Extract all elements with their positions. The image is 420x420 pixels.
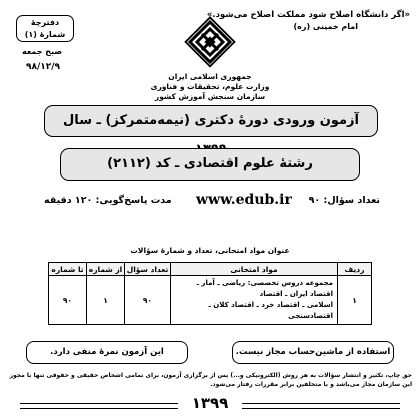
table-header-row [49, 263, 372, 276]
quote-author: امام خمینی (ره) [293, 22, 358, 31]
negative-marking-notice: این آزمون نمرهٔ منفی دارد. [26, 341, 188, 364]
row-from: ۱ [87, 276, 125, 325]
calculator-notice: استفاده از ماشین‌حساب مجاز نیست. [232, 341, 394, 364]
footer-year: ۱۳۹۹ [191, 394, 229, 412]
row-index: ۱ [338, 276, 372, 325]
col-header-subject: مواد امتحانی [171, 263, 338, 276]
table-row [49, 276, 372, 325]
org-line-country: جمهوری اسلامی ایران [168, 72, 252, 81]
exam-title-banner: آزمون ورودی دورهٔ دکتری (نیمه‌متمرکز) ـ سال [44, 105, 378, 137]
subjects-table [48, 262, 372, 325]
row-to: ۹۰ [49, 276, 87, 325]
row-subject-line2: اسلامی ـ اقتصاد خرد ـ اقتصاد کلان ـ اقتصادسنجی [208, 301, 333, 320]
col-header-from: از شماره [87, 263, 125, 276]
row-subject-line1: مجموعه دروس تخصصی: ریاضی ـ آمار ـ اقتصاد ایران ـ اقتصاد [196, 279, 333, 298]
exam-info-line [44, 192, 380, 214]
question-count: تعداد سؤال: ۹۰ [308, 195, 380, 206]
org-line-organization: سازمان سنجش آموزش کشور [154, 92, 266, 101]
table-title: عنوان مواد امتحانی، تعداد و شمارهٔ سؤالات [130, 246, 290, 255]
booklet-number-box [16, 15, 74, 42]
answer-duration: مدت پاسخ‌گویی: ۱۲۰ دقیقه [44, 195, 172, 206]
col-header-count: تعداد سؤال [125, 263, 171, 276]
exam-session: صبح جمعه [22, 47, 63, 56]
row-count: ۹۰ [125, 276, 171, 325]
organization-name [150, 72, 270, 102]
org-line-ministry: وزارت علوم، تحقیقات و فناوری [150, 82, 270, 91]
organization-logo [184, 16, 236, 68]
booklet-number: دفترچهٔ شمارهٔ (۱) [24, 18, 66, 39]
field-title-banner: رشتهٔ علوم اقتصادی ـ کد (۲۱۱۲) [60, 148, 360, 181]
header-quote: «اگر دانشگاه اصلاح شود مملکت اصلاح می‌شود.» [206, 10, 410, 20]
row-subject [171, 276, 338, 325]
exam-date: ۹۸/۱۲/۹ [26, 62, 61, 72]
website-link[interactable]: www.edub.ir [196, 192, 292, 208]
col-header-to: تا شماره [49, 263, 87, 276]
copyright-notice: حق چاپ، تکثیر و انتشار سؤالات به هر روش (الکترونیکی و...) پس از برگزاری آزمون، برای تمامی اشخاص حقیقی و حقوقی تنها با مجوز این سازمان مجاز می‌باشد و با متخلفین برابر مقررات رفتار می‌شود. [9, 372, 412, 388]
col-header-index: ردیف [338, 263, 372, 276]
